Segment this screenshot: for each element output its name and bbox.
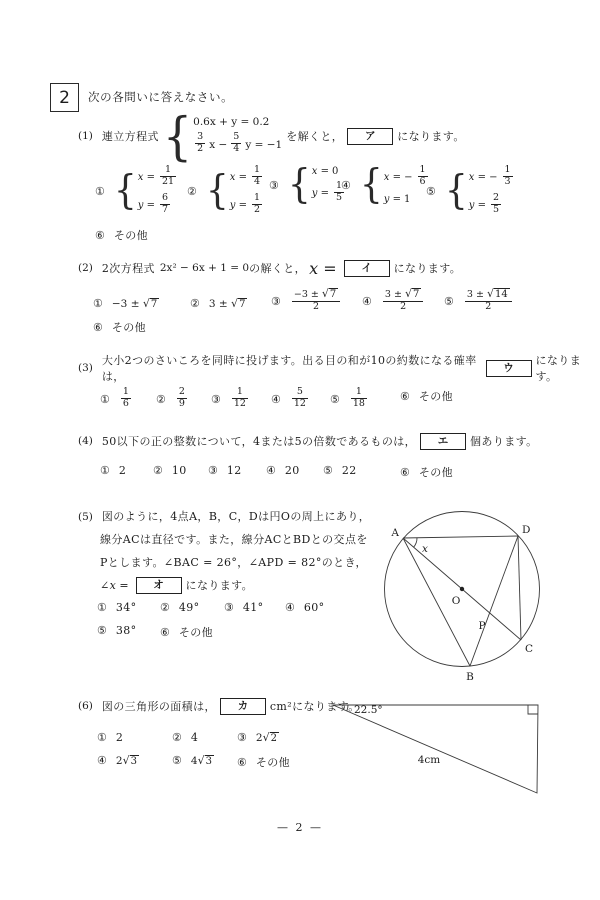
fraction — [292, 387, 308, 410]
math-piece: 4 — [190, 755, 198, 767]
frac-num: 3 — [197, 131, 204, 143]
q5-line-3: Pとします。∠BAC = 26°，∠APD = 82°のとき， — [100, 556, 367, 569]
option-mark: ④ — [285, 601, 295, 614]
q5-line-1 — [78, 505, 380, 528]
q1-equation-system — [193, 116, 282, 156]
option-mark: ② — [156, 392, 166, 406]
option-mark: ⑥ — [93, 320, 103, 334]
system-brace: { — [287, 161, 311, 208]
frac-num: 6 — [162, 191, 169, 203]
q1-lead: 連立方程式 — [101, 130, 159, 143]
q2-option-2 — [190, 297, 247, 310]
math-piece: 2 — [255, 732, 263, 744]
frac-num: 1 — [253, 164, 261, 175]
x-lhs: x = − — [383, 171, 413, 183]
answer-box-i: イ — [344, 260, 390, 277]
q1-option-5 — [426, 166, 519, 217]
frac-num: 1 — [419, 164, 426, 175]
frac-den: 12 — [233, 397, 246, 409]
option-mark: ② — [190, 297, 200, 310]
radical-sign: √ — [122, 754, 130, 767]
option-mark: ④ — [271, 392, 281, 406]
q3-statement — [0, 354, 600, 383]
math-piece: −3 ± — [293, 289, 319, 300]
frac-den: 2 — [465, 301, 512, 313]
option-value: その他 — [178, 626, 214, 639]
frac-num: 1 — [254, 191, 261, 203]
option-mark: ① — [100, 464, 110, 477]
frac-den: 9 — [178, 397, 185, 409]
q3-option-5 — [330, 388, 369, 411]
q1-option-3 — [269, 161, 350, 208]
q2-tail-text: になります。 — [393, 262, 462, 275]
q6-option-5 — [172, 754, 214, 767]
fraction — [177, 387, 187, 410]
frac-den: 4 — [233, 143, 240, 154]
x-lhs: x = − — [468, 171, 498, 183]
option-value: 12 — [226, 464, 242, 477]
option-mark: ⑤ — [97, 624, 107, 637]
right-angle-mark — [528, 705, 538, 714]
q6-option-4 — [97, 754, 139, 767]
q6-option-2 — [172, 731, 198, 744]
math-piece: −3 ± — [111, 298, 140, 310]
frac-num — [465, 288, 512, 301]
option-mark: ③ — [237, 731, 247, 744]
radicand: 7 — [329, 289, 337, 300]
frac-den: 2 — [197, 143, 204, 154]
option-mark: ④ — [266, 464, 276, 477]
frac-den: 21 — [161, 175, 175, 187]
radicand: 7 — [150, 299, 158, 310]
option-other: その他 — [111, 321, 147, 334]
option-mark: ⑥ — [400, 389, 410, 403]
frac-den: 2 — [254, 203, 261, 215]
section-number: 2 — [59, 87, 70, 108]
option-mark: ④ — [362, 294, 372, 308]
system-brace: { — [205, 167, 229, 214]
option-mark: ③ — [211, 392, 221, 406]
option-mark: ② — [153, 464, 163, 477]
radical-sign: √ — [321, 287, 329, 300]
q2-option-3 — [271, 289, 342, 314]
frac-den: 2 — [292, 301, 340, 313]
q4-option-4 — [266, 464, 300, 477]
sqrt-expression — [405, 288, 421, 301]
q2-option-4 — [362, 289, 425, 314]
frac-den: 12 — [293, 397, 306, 409]
chord-dc — [518, 536, 521, 640]
option-value: 49° — [178, 601, 200, 614]
q2-option-5 — [444, 289, 514, 314]
option-mark: ⑤ — [172, 754, 182, 767]
math-piece: y = −1 — [245, 138, 283, 151]
q5-option-5 — [97, 624, 137, 637]
q1-equation-2 — [193, 133, 282, 156]
equation-system — [469, 166, 515, 217]
option-value: 4 — [190, 731, 199, 744]
chord-bd — [470, 536, 518, 666]
option-mark: ① — [97, 601, 107, 614]
option-value: 2 — [115, 731, 124, 744]
fraction — [160, 165, 176, 188]
q1-tail-text: になります。 — [397, 130, 465, 143]
frac-den: 6 — [419, 175, 426, 187]
q2-option-6 — [93, 319, 146, 335]
fraction — [465, 288, 512, 313]
sqrt-expression — [231, 297, 247, 310]
option-mark: ⑤ — [323, 464, 333, 477]
option-mark: ③ — [271, 294, 281, 308]
y-lhs: y = — [311, 187, 329, 199]
frac-den: 4 — [253, 175, 261, 187]
option-mark: ⑥ — [95, 228, 105, 242]
option-value: 60° — [303, 601, 325, 614]
x-lhs: x = — [311, 166, 329, 177]
frac-den: 5 — [493, 203, 500, 215]
q1-number: (1) — [78, 130, 93, 142]
fraction — [491, 193, 501, 216]
option-other: その他 — [113, 229, 149, 242]
label-b: B — [466, 671, 474, 683]
option-mark: ④ — [97, 754, 107, 767]
q1-options-row — [0, 161, 600, 224]
q3-number: (3) — [78, 362, 93, 374]
answer-box-ka: カ — [220, 698, 266, 715]
q6-option-1 — [97, 731, 123, 744]
fraction — [252, 165, 262, 188]
frac-num: 1 — [122, 386, 129, 397]
radical-sign: √ — [486, 287, 494, 300]
option-mark: ② — [160, 601, 170, 614]
q1-option-4 — [341, 161, 434, 208]
q2-mid-text: の解くと， — [249, 262, 307, 275]
q6-tail-text: cm²になります。 — [269, 700, 360, 713]
q5-line-2: 線分ACは直径です。また，線分ACとBDとの交点を — [100, 533, 368, 546]
option-mark: ① — [100, 392, 110, 406]
y-value: 1 — [404, 193, 411, 205]
option-value: 34° — [115, 601, 137, 614]
frac-num: 1 — [236, 386, 243, 397]
q4-option-2 — [153, 464, 187, 477]
q5-x-equals: x = — [109, 579, 129, 592]
equation-system — [138, 166, 178, 217]
label-p: P — [478, 620, 486, 632]
option-value: 38° — [115, 624, 137, 637]
fraction — [231, 132, 241, 155]
option-value: 20 — [284, 464, 300, 477]
option-mark: ⑥ — [160, 625, 170, 639]
q1-option-1 — [95, 166, 182, 217]
system-brace: { — [162, 105, 193, 167]
q3-option-4 — [271, 388, 310, 411]
q3-option-6 — [400, 388, 453, 404]
sqrt-expression — [123, 754, 139, 767]
frac-num — [292, 288, 340, 301]
radical-sign: √ — [142, 297, 150, 310]
radicand: 2 — [270, 733, 277, 744]
answer-box-e: エ — [420, 433, 466, 450]
math-piece: x − — [209, 138, 228, 151]
q6-option-6 — [237, 754, 290, 770]
frac-den: 6 — [122, 397, 129, 409]
option-mark: ③ — [224, 601, 234, 614]
option-mark: ⑥ — [400, 465, 410, 479]
q4-text: 50以下の正の整数について，4または5の倍数であるものは， — [101, 435, 417, 448]
q3-option-3 — [211, 388, 250, 411]
math-piece: 2 — [115, 755, 123, 767]
frac-num: 1 — [336, 180, 343, 191]
q1-mid-text: を解くと， — [286, 130, 344, 143]
q6-number: (6) — [78, 700, 93, 712]
label-x: x — [422, 543, 428, 555]
option-mark: ⑤ — [330, 392, 340, 406]
q3-text: 大小2つのさいころを同時に投げます。出る目の和が10の約数になる確率は， — [101, 354, 477, 383]
q4-option-5 — [323, 464, 357, 477]
q2-statement — [0, 258, 600, 278]
section-instruction: 次の各問いに答えなさい。 — [88, 90, 234, 104]
q3-options-row — [0, 388, 600, 416]
system-brace: { — [359, 161, 383, 208]
q5-statement — [0, 505, 380, 597]
equation-system — [230, 166, 264, 217]
sqrt-expression — [263, 731, 279, 744]
fraction — [383, 288, 423, 313]
answer-box-a: ア — [347, 128, 393, 145]
sqrt-expression — [487, 288, 510, 301]
q2-option-1 — [93, 297, 159, 310]
q5-line-4 — [78, 574, 380, 597]
x-lhs: x = — [229, 171, 247, 183]
label-o: O — [451, 595, 461, 607]
fraction — [503, 165, 513, 188]
q2-equation: 2x² − 6x + 1 = 0 — [159, 262, 250, 274]
q2-options-row — [0, 289, 600, 321]
radicand: 7 — [412, 289, 420, 300]
radical-sign: √ — [404, 287, 412, 300]
q5-number: (5) — [78, 511, 93, 523]
q5-option-6 — [160, 624, 213, 640]
option-value: その他 — [255, 756, 291, 769]
sqrt-expression — [143, 297, 159, 310]
system-brace: { — [444, 167, 468, 214]
q5-circle-figure — [378, 503, 550, 685]
q6-triangle-figure — [330, 693, 545, 803]
y-lhs: y = — [229, 199, 247, 211]
q6-option-3 — [237, 731, 279, 744]
x-lhs: x = — [137, 171, 155, 183]
radicand: 14 — [494, 289, 508, 300]
q1-statement — [0, 107, 600, 165]
angle-x-arc — [414, 538, 417, 547]
q5-option-1 — [97, 601, 137, 614]
system-brace: { — [113, 167, 137, 214]
page-number: — 2 — — [277, 821, 323, 834]
q3-option-2 — [156, 388, 189, 411]
sqrt-expression — [198, 754, 214, 767]
triangle-shape — [333, 705, 538, 793]
fraction — [121, 387, 131, 410]
option-other: その他 — [418, 390, 454, 403]
q5-option-4 — [285, 601, 325, 614]
radicand: 3 — [205, 756, 212, 767]
option-mark: ① — [95, 184, 105, 198]
frac-num: 2 — [493, 191, 500, 203]
angle-label: 22.5° — [354, 704, 383, 716]
frac-num: 1 — [165, 164, 172, 175]
option-value: 10 — [171, 464, 187, 477]
y-lhs: y = — [383, 193, 401, 205]
q4-option-6 — [400, 464, 453, 480]
q5-text-1: 図のように，4点A，B，C，Dは円Oの周上にあり， — [101, 510, 371, 523]
q1-option-6 — [95, 227, 148, 243]
radical-sign: √ — [197, 754, 205, 767]
option-mark: ② — [172, 731, 182, 744]
option-mark: ④ — [341, 178, 351, 192]
q4-number: (4) — [78, 435, 93, 447]
angle-arc — [347, 705, 348, 711]
frac-den: 2 — [383, 301, 423, 313]
option-value: 22 — [341, 464, 357, 477]
equation-system — [384, 166, 430, 205]
q4-option-3 — [208, 464, 242, 477]
frac-num: 1 — [355, 386, 362, 397]
label-d: D — [522, 524, 531, 536]
radical-sign: √ — [262, 731, 270, 744]
q3-tail-text: になります。 — [535, 354, 582, 383]
q1-equation-1: 0.6x + y = 0.2 — [193, 116, 270, 129]
frac-num: 2 — [178, 386, 185, 397]
x-value: 0 — [331, 166, 339, 177]
frac-den: 18 — [352, 397, 365, 409]
math-piece: 3 ± — [466, 289, 484, 300]
frac-den: 5 — [336, 191, 343, 203]
fraction — [232, 387, 248, 410]
option-value: その他 — [418, 466, 454, 479]
option-value: 41° — [242, 601, 264, 614]
option-mark: ③ — [208, 464, 218, 477]
q2-lead: 2次方程式 — [101, 262, 155, 275]
sqrt-expression — [322, 288, 338, 301]
radical-sign: √ — [231, 297, 239, 310]
label-a: A — [391, 527, 399, 539]
frac-num — [383, 288, 423, 301]
q5-option-2 — [160, 601, 200, 614]
option-mark: ⑤ — [444, 294, 454, 308]
y-lhs: y = — [468, 199, 486, 211]
frac-num: 5 — [296, 386, 303, 397]
option-mark: ⑤ — [426, 184, 436, 198]
q4-options-row — [0, 464, 600, 482]
fraction — [351, 387, 367, 410]
chord-ad — [403, 536, 518, 538]
option-value: 2 — [118, 464, 127, 477]
q3-option-1 — [100, 388, 133, 411]
q2-x-equals: x = — [309, 258, 337, 278]
q5-tail-text: になります。 — [185, 579, 254, 592]
q4-tail-text: 個あります。 — [470, 435, 538, 448]
fraction — [252, 193, 262, 216]
frac-num: 5 — [233, 131, 240, 143]
math-piece: 3 ± — [384, 289, 402, 300]
q4-option-1 — [100, 464, 126, 477]
answer-box-u: ウ — [486, 360, 532, 377]
option-mark: ① — [97, 731, 107, 744]
q5-option-3 — [224, 601, 264, 614]
frac-num: 1 — [504, 164, 511, 175]
q4-statement — [0, 431, 600, 451]
q2-number: (2) — [78, 262, 93, 274]
option-mark: ② — [187, 184, 197, 198]
frac-den: 3 — [504, 175, 511, 187]
center-point — [460, 587, 464, 591]
q6-text: 図の三角形の面積は， — [101, 700, 216, 713]
option-mark: ③ — [269, 178, 279, 192]
angle-symbol: ∠ — [100, 579, 110, 592]
fraction — [292, 288, 340, 313]
frac-den: 7 — [162, 203, 169, 215]
y-lhs: y = — [137, 199, 155, 211]
label-c: C — [525, 643, 534, 655]
fraction — [195, 132, 205, 155]
radicand: 7 — [239, 299, 246, 310]
option-mark: ① — [93, 297, 103, 310]
fraction — [160, 193, 170, 216]
option-mark: ⑥ — [237, 755, 247, 769]
radicand: 3 — [130, 756, 137, 767]
answer-box-o: オ — [136, 577, 182, 594]
side-label: 4cm — [417, 754, 441, 766]
q1-option-2 — [187, 166, 268, 217]
math-piece: 3 ± — [208, 298, 228, 310]
